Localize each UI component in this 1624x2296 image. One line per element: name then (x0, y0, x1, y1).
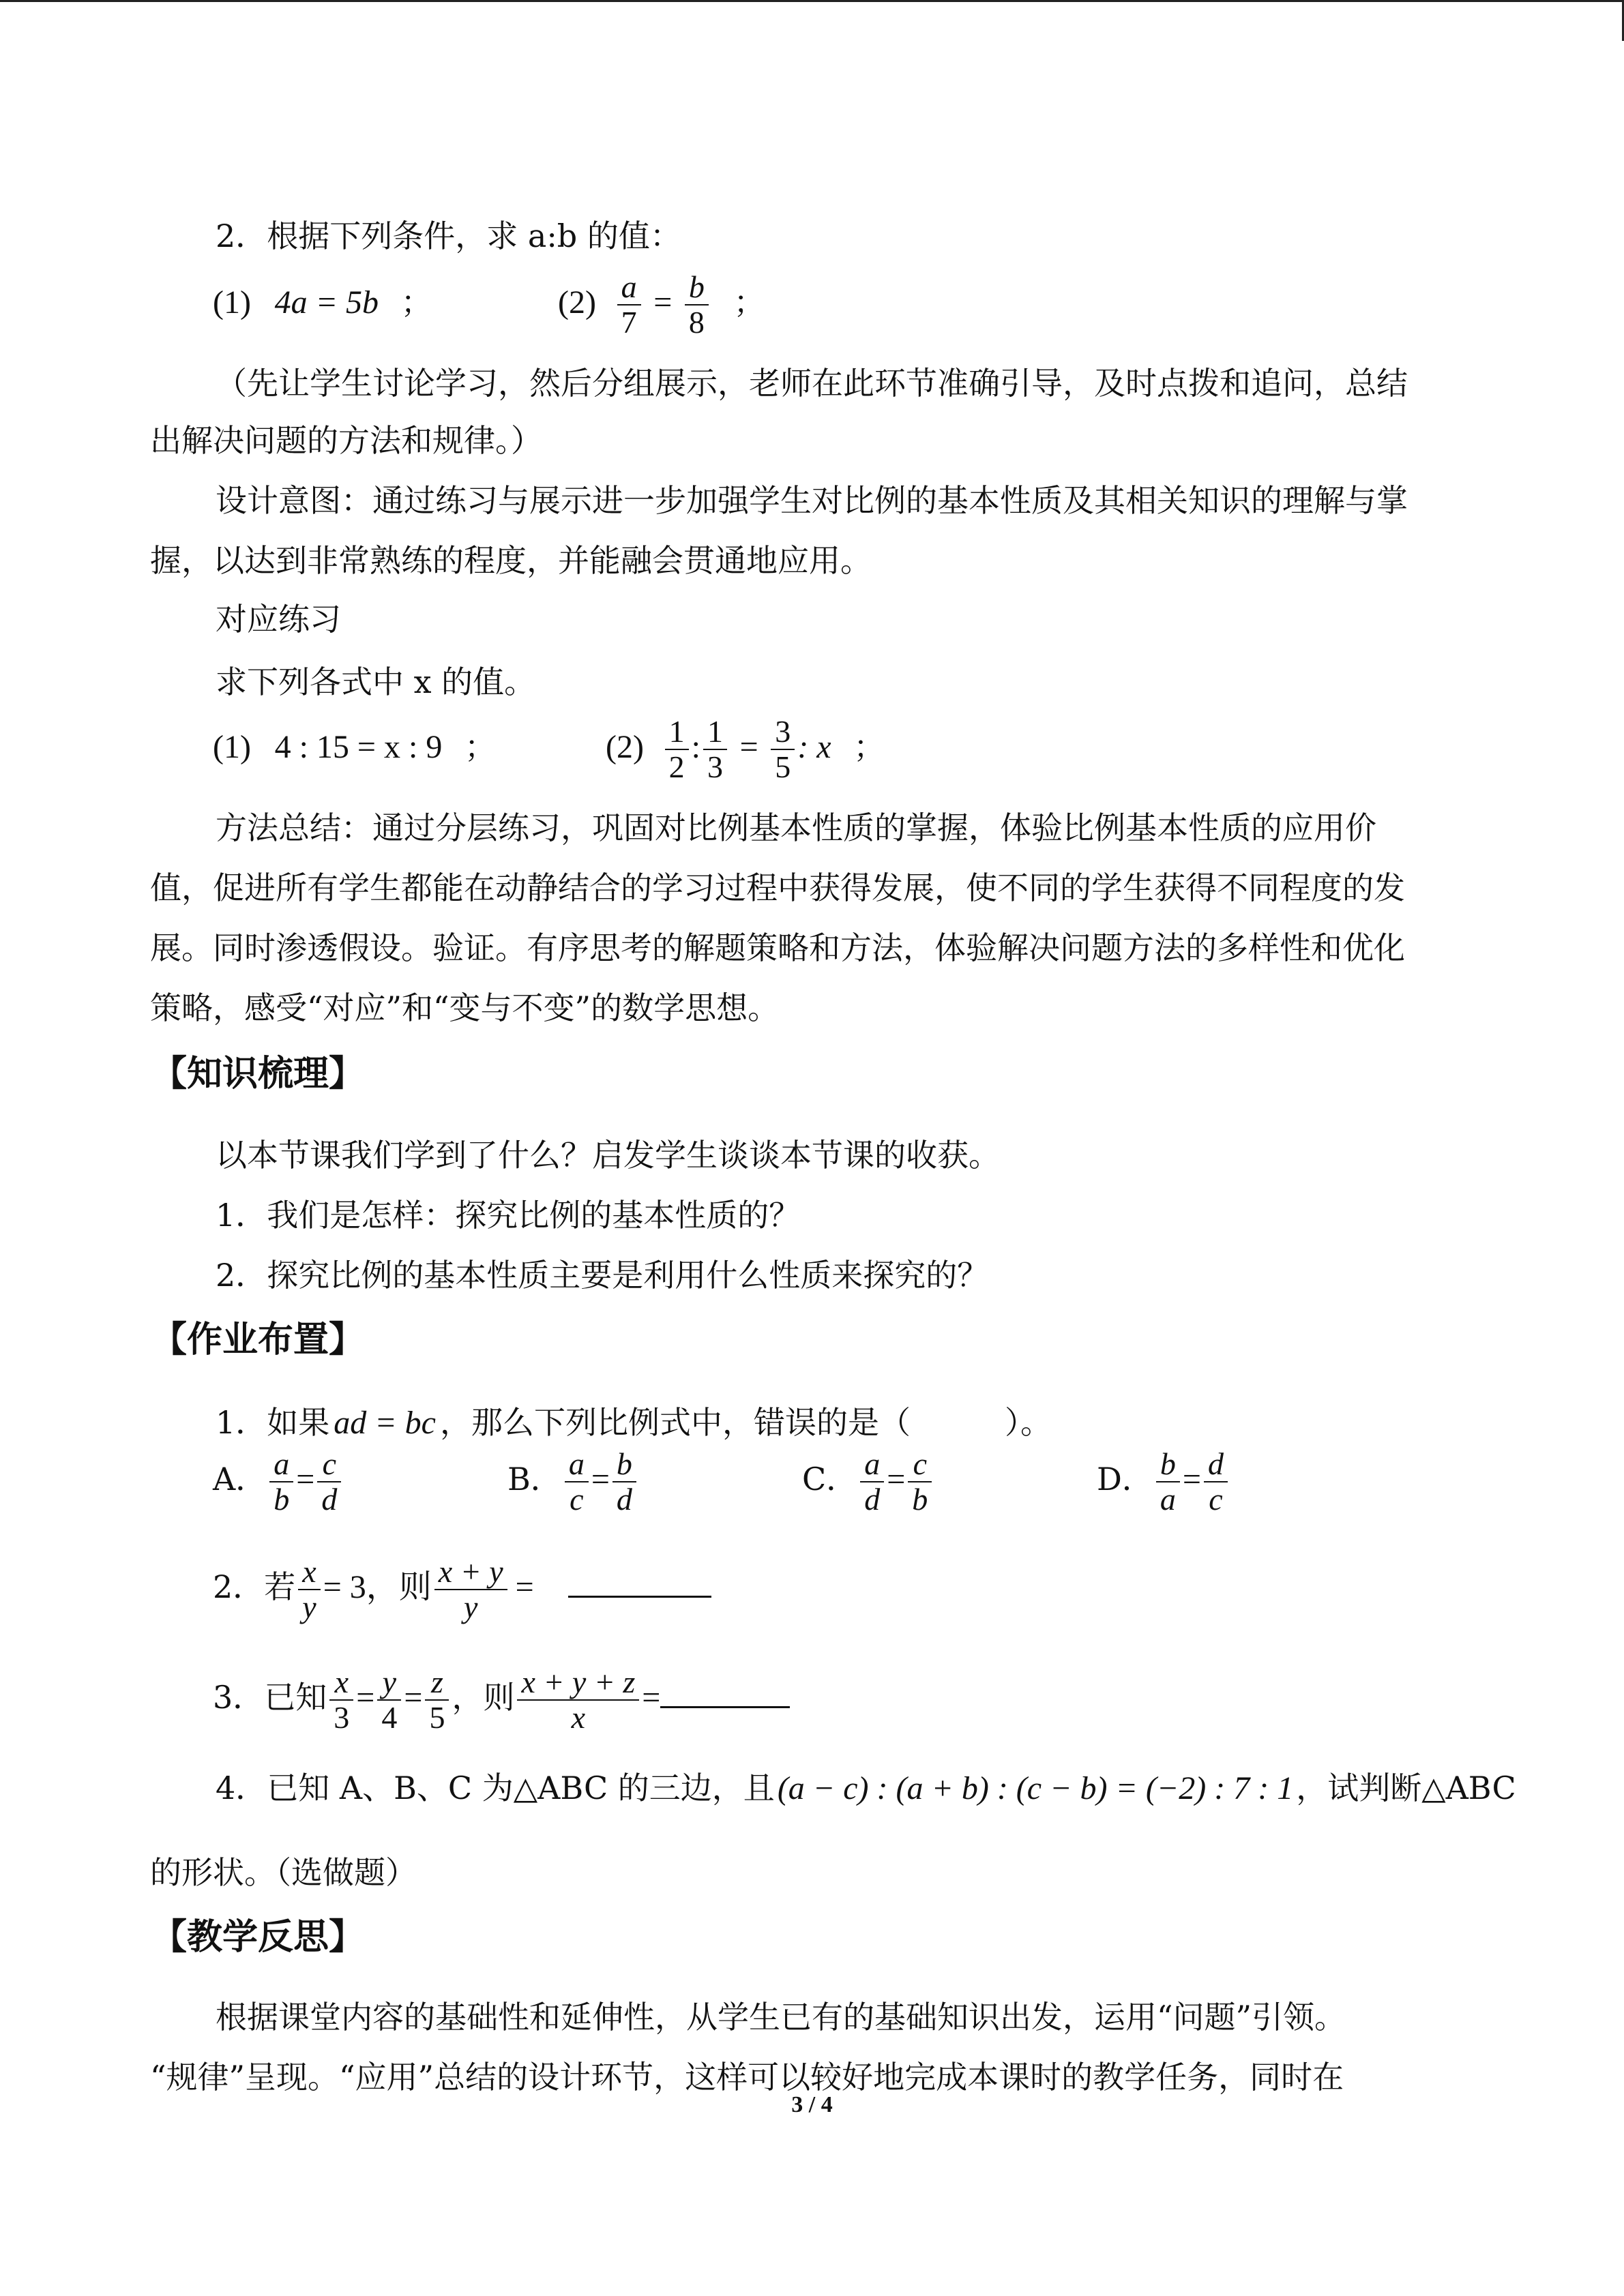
hw3-question: 3．已知 $\frac{x}{3}$ = $\frac{y}{4}$ = $\frac{z}{5}$ ，则 $\frac{x + y + z}{x}$ = (213, 1665, 790, 1735)
page-number: 3 / 4 (791, 2092, 833, 2117)
q2-item2-end: ； (733, 284, 765, 320)
practice-item2-tail: : x (797, 729, 831, 765)
design-line-1: 设计意图：通过练习与展示进一步加强学生对比例的基本性质及其相关知识的理解与掌 (216, 482, 1408, 519)
design-line-2: 握，以达到非常熟练的程度，并能融会贯通地应用。 (150, 542, 872, 579)
q2-item2: (2) $\frac{a}{7}$ = $\frac{b}{8}$ ； (558, 269, 765, 340)
q2-item1-label: (1) (213, 284, 251, 320)
practice-item2-f3: $\frac{3}{5}$ (771, 715, 795, 784)
method-line-4: 策略，感受“对应”和“变与不变”的数学思想。 (150, 989, 780, 1026)
heading-reflection: 【教学反思】 (151, 1917, 365, 1958)
q2-intro: 2．根据下列条件，求 a:b 的值： (216, 218, 681, 254)
hw4-question: 4．已知 A、B、C 为△ABC 的三边，且(a − c) : (a + b) : (c − b) = (−2) : 7 : 1，试判断△ABC (216, 1770, 1516, 1806)
hw1-question: 1．如果 ad = bc ，那么下列比例式中，错误的是（ ）。 (216, 1404, 1052, 1441)
q2-item2-frac1: $\frac{a}{7}$ (617, 270, 641, 340)
hw3-answer-blank[interactable] (660, 1679, 790, 1708)
hw2-answer-blank[interactable] (568, 1568, 711, 1598)
practice-title: 对应练习 (216, 601, 341, 638)
hw1-option-c: C． $\frac{a}{d}$ = $\frac{c}{b}$ (802, 1447, 934, 1517)
practice-item1 (213, 709, 496, 785)
hw1-option-a: A． $\frac{a}{b}$ = $\frac{c}{d}$ (213, 1447, 344, 1517)
hw2-question: 2．若 $\frac{x}{y}$ = 3，则 $\frac{x + y}{y}$ = (213, 1555, 711, 1624)
knowledge-line-1: 以本节课我们学到了什么？启发学生谈谈本节课的收获。 (216, 1137, 1000, 1174)
practice-item2-end: ； (853, 728, 885, 765)
q2-item1-expr: 4a = 5b (274, 284, 379, 320)
hw1-option-d: D． $\frac{b}{a}$ = $\frac{d}{c}$ (1097, 1447, 1230, 1517)
q2-item1-end: ； (400, 284, 432, 320)
note-line-2: 出解决问题的方法和规律。） (150, 422, 542, 459)
hw1-option-b: B． $\frac{a}{c}$ = $\frac{b}{d}$ (507, 1447, 639, 1517)
q2-items (213, 265, 432, 340)
practice-item2-f2: $\frac{1}{3}$ (703, 715, 727, 784)
top-border (0, 0, 1624, 2)
note-line-1: （先让学生讨论学习，然后分组展示，老师在此环节准确引导，及时点拨和追问，总结 (216, 365, 1408, 402)
practice-item2-label: (2) (606, 729, 644, 765)
q2-item2-label: (2) (558, 284, 596, 320)
knowledge-line-2: 1．我们是怎样：探究比例的基本性质的？ (216, 1197, 801, 1234)
q2-item2-frac2: $\frac{b}{8}$ (685, 270, 709, 340)
hw4-line-2: 的形状。（选做题） (150, 1854, 417, 1891)
method-line-2: 值，促进所有学生都能在动静结合的学习过程中获得发展，使不同的学生获得不同程度的发 (150, 869, 1405, 906)
reflection-line-1: 根据课堂内容的基础性和延伸性，从学生已有的基础知识出发，运用“问题”引领。 (216, 1999, 1346, 2036)
heading-homework: 【作业布置】 (151, 1320, 365, 1360)
practice-item1-label: (1) (213, 729, 251, 765)
practice-item2-f1: $\frac{1}{2}$ (665, 715, 689, 784)
reflection-line-2: “规律”呈现。“应用”总结的设计环节，这样可以较好地完成本课时的教学任务，同时在 (150, 2059, 1344, 2096)
heading-knowledge: 【知识梳理】 (151, 1054, 365, 1094)
practice-intro: 求下列各式中 x 的值。 (216, 664, 536, 700)
method-line-1: 方法总结：通过分层练习，巩固对比例基本性质的掌握，体验比例基本性质的应用价 (216, 809, 1376, 846)
method-line-3: 展。同时渗透假设。验证。有序思考的解题策略和方法，体验解决问题方法的多样性和优化 (150, 929, 1405, 966)
knowledge-line-3: 2．探究比例的基本性质主要是利用什么性质来探究的？ (216, 1257, 989, 1294)
practice-item1-expr: 4 : 15 = x : 9 (274, 729, 443, 765)
practice-item2: (2) $\frac{1}{2}$ : $\frac{1}{3}$ = $\frac{3}{5}$ : x ； (606, 714, 885, 784)
practice-item1-end: ； (464, 728, 496, 765)
